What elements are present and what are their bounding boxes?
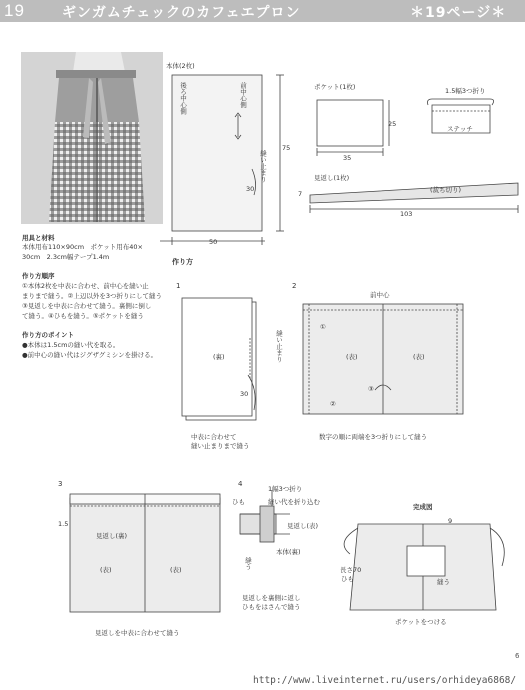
header-title: ギンガムチェックのカフェエプロン xyxy=(62,5,301,21)
step-4-body: 本体(裏) xyxy=(276,548,301,556)
step-3-right-side-a: (表) xyxy=(100,566,112,574)
finished-heading: 完成図 xyxy=(413,503,433,511)
pattern-stop: 縫い止まり xyxy=(259,150,267,183)
finished-length: 長さ70 xyxy=(340,566,362,574)
step-4-fold: 1幅3つ折り xyxy=(268,485,303,493)
step-4-stitch: 縫う xyxy=(244,557,252,570)
pattern-width-50: 50 xyxy=(209,238,218,246)
step-4-seam: 縫い代を折り込む xyxy=(268,498,320,506)
step-3-caption: 見返しを中表に合わせて縫う xyxy=(95,629,180,637)
footer-url[interactable]: http://www.liveinternet.ru/users/orhideya6868/ xyxy=(253,675,517,686)
step-1-30: 30 xyxy=(240,390,249,398)
pattern-pocket-fold: 1.5幅3つ折り xyxy=(445,87,486,95)
pattern-facing-7: 7 xyxy=(298,190,303,198)
pattern-height-75: 75 xyxy=(282,144,291,152)
pattern-body-label: 本体(2枚) xyxy=(166,62,195,70)
points-line-1: ●本体は1.5cmの縫い代を取る。 xyxy=(22,341,120,349)
finished-pocket: ポケットをつける xyxy=(395,618,447,626)
step-2-circle-2: ② xyxy=(330,400,336,408)
step-2-number: 2 xyxy=(292,282,297,290)
order-line-1: ①本体2枚を中表に合わせ、前中心を縫い止 xyxy=(22,282,149,290)
order-line-3: ③見返しを中表に合わせて縫う。裏側に倒し xyxy=(22,302,152,310)
points-heading: 作り方のポイント xyxy=(22,331,74,339)
pattern-facing-103: 103 xyxy=(400,210,413,218)
step-2-circle-3: ③ xyxy=(368,385,374,393)
step-3-facing: 見返し(裏) xyxy=(96,532,128,540)
header-page-ref: ＊19ページ＊ xyxy=(410,5,507,21)
step-2-caption: 数字の順に両端を3つ折りにして縫う xyxy=(319,433,428,441)
order-heading: 作り方順序 xyxy=(22,272,55,280)
step-1-caption-2: 縫い止まりまで縫う xyxy=(191,442,250,450)
header-number: 19 xyxy=(4,1,25,20)
pattern-pocket-label: ポケット(1枚) xyxy=(314,83,356,91)
materials-heading: 用具と材料 xyxy=(22,234,55,242)
pattern-pocket-h25: 25 xyxy=(388,120,397,128)
step-1-reverse: (裏) xyxy=(213,353,225,361)
step-2-circle-1: ① xyxy=(320,323,326,331)
step-1-caption-1: 中表に合わせて xyxy=(191,433,237,441)
order-line-4: て縫う。④ひもを縫う。⑤ポケットを縫う xyxy=(22,312,144,320)
pattern-facing-bias: (裁ち切り) xyxy=(430,186,462,194)
step-3-number: 3 xyxy=(58,480,63,488)
materials-line-2: 30cm 2.3cm幅テープ1.4m xyxy=(22,253,110,261)
step-1-stop: 縫い止まり xyxy=(275,330,283,363)
finished-stitch: 縫う xyxy=(437,578,450,586)
pattern-front-center: 前中心側 xyxy=(239,82,247,108)
order-line-2: まりまで縫う。②上辺以外を3つ折りにして縫う xyxy=(22,292,162,300)
step-3-15: 1.5 xyxy=(58,520,69,528)
step-4-himo: ひも xyxy=(232,498,245,506)
step-4-facing: 見返し(表) xyxy=(287,522,319,530)
pattern-pocket-stitch: ステッチ xyxy=(447,125,473,133)
pattern-back-center: 後ろ中心側 xyxy=(179,82,187,115)
steps-1-2-diagram xyxy=(170,280,525,450)
step-4-caption-2: ひもをはさんで縫う xyxy=(242,603,301,611)
pattern-facing-label: 見返し(1枚) xyxy=(314,174,350,182)
finished-9: 9 xyxy=(448,517,453,525)
howto-heading: 作り方 xyxy=(172,258,193,266)
page-number: 6 xyxy=(515,652,520,660)
step-2-right-side-a: (表) xyxy=(346,353,358,361)
apron-photo xyxy=(21,52,163,224)
pattern-pocket-w35: 35 xyxy=(343,154,352,162)
step-2-front-center: 前中心 xyxy=(370,291,390,299)
step-4-number: 4 xyxy=(238,480,243,488)
pattern-30: 30 xyxy=(246,185,255,193)
step-4-caption-1: 見返しを裏側に返し xyxy=(242,594,301,602)
finished-himo: ひも xyxy=(341,575,354,583)
step-3-right-side-b: (表) xyxy=(170,566,182,574)
points-line-2: ●前中心の縫い代はジグザグミシンを掛ける。 xyxy=(22,351,158,359)
materials-line-1: 本体用布110×90cm ポケット用布40× xyxy=(22,243,143,251)
step-1-number: 1 xyxy=(176,282,181,290)
step-2-right-side-b: (表) xyxy=(413,353,425,361)
